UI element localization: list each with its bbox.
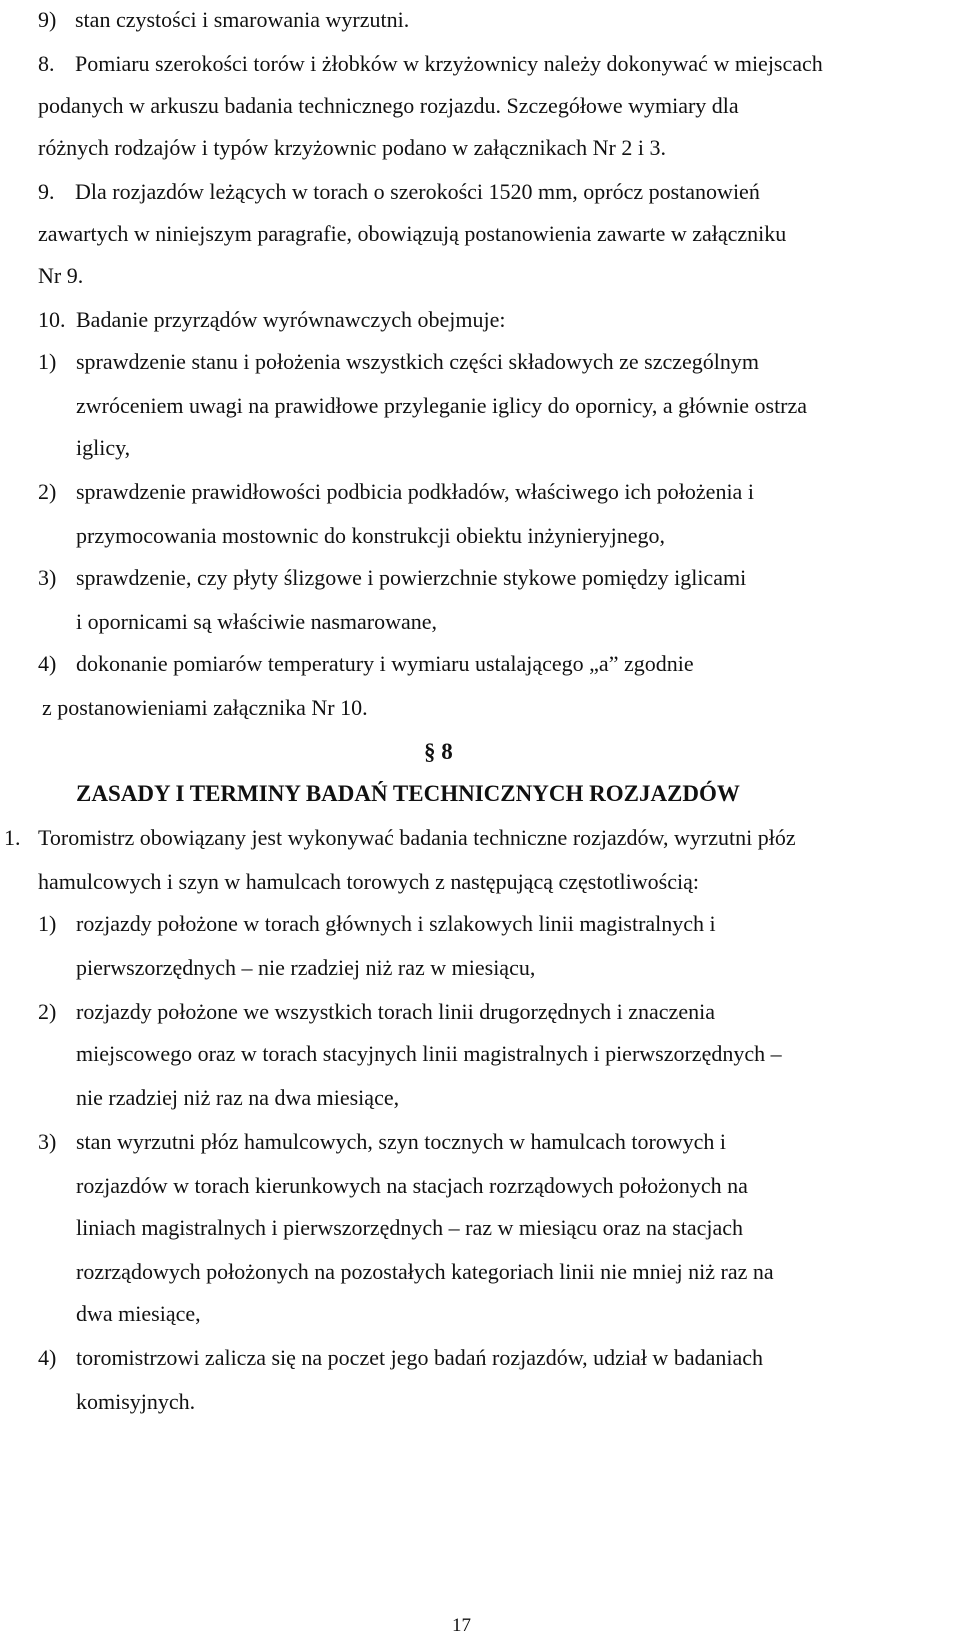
list-label: 1) [38,911,57,936]
text-line: stan czystości i smarowania wyrzutni. [75,7,410,32]
list-label: 1) [38,349,57,374]
text-line: sprawdzenie stanu i położenia wszystkich części składowych ze szczególnym [76,349,759,374]
text-line: nie rzadziej niż raz na dwa miesiące, [76,1085,400,1110]
item-number: 1. [4,825,21,850]
text-line: różnych rodzajów i typów krzyżownic podano w załącznikach Nr 2 i 3. [38,135,666,160]
text-line: Badanie przyrządów wyrównawczych obejmuje: [76,307,506,332]
text-line: z postanowieniami załącznika Nr 10. [42,695,368,720]
text-line: zawartych w niniejszym paragrafie, obowiązują postanowienia zawarte w załączniku [38,221,787,246]
list-label: 2) [38,999,57,1024]
list-label: 4) [38,1345,57,1370]
list-label: 4) [38,651,57,676]
text-line: liniach magistralnych i pierwszorzędnych – raz w miesiącu oraz na stacjach [76,1215,744,1240]
text-line: dokonanie pomiarów temperatury i wymiaru ustalającego „a” zgodnie [76,651,694,676]
text-line: stan wyrzutni płóz hamulcowych, szyn tocznych w hamulcach torowych i [76,1129,727,1154]
text-line: i opornicami są właściwie nasmarowane, [76,609,438,634]
text-line: rozrządowych położonych na pozostałych kategoriach linii nie mniej niż raz na [76,1259,774,1284]
list-label: 2) [38,479,57,504]
text-line: toromistrzowi zalicza się na poczet jego badań rozjazdów, udział w badaniach [76,1345,763,1370]
text-line: sprawdzenie prawidłowości podbicia podkładów, właściwego ich położenia i [76,479,754,504]
item-number: 8. [38,51,55,76]
text-line: Nr 9. [38,263,84,288]
text-line: Pomiaru szerokości torów i żłobków w krzyżownicy należy dokonywać w miejscach [75,51,823,76]
paragraph-sign: § 8 [424,739,453,764]
text-line: rozjazdy położone we wszystkich torach linii drugorzędnych i znaczenia [76,999,715,1024]
text-line: podanych w arkuszu badania technicznego rozjazdu. Szczegółowe wymiary dla [38,93,739,118]
list-label: 3) [38,565,57,590]
text-line: hamulcowych i szyn w hamulcach torowych z następującą częstotliwością: [38,869,699,894]
text-line: Dla rozjazdów leżących w torach o szerokości 1520 mm, oprócz postanowień [75,179,760,204]
text-line: pierwszorzędnych – nie rzadziej niż raz w miesiącu, [76,955,536,980]
section-heading: ZASADY I TERMINY BADAŃ TECHNICZNYCH ROZJAZDÓW [76,781,740,806]
text-line: przymocowania mostownic do konstrukcji obiektu inżynieryjnego, [76,523,665,548]
text-line: rozjazdów w torach kierunkowych na stacjach rozrządowych położonych na [76,1173,748,1198]
text-line: iglicy, [76,435,131,460]
item-number: 10. [38,307,66,332]
text-line: dwa miesiące, [76,1301,201,1326]
text-line: komisyjnych. [76,1389,196,1414]
item-number: 9. [38,179,55,204]
text-line: Toromistrz obowiązany jest wykonywać badania techniczne rozjazdów, wyrzutni płóz [38,825,796,850]
text-line: rozjazdy położone w torach głównych i szlakowych linii magistralnych i [76,911,716,936]
list-label: 3) [38,1129,57,1154]
list-label: 9) [38,7,57,32]
page-number: 17 [452,1615,471,1636]
text-line: miejscowego oraz w torach stacyjnych linii magistralnych i pierwszorzędnych – [76,1041,782,1066]
text-line: zwróceniem uwagi na prawidłowe przyleganie iglicy do opornicy, a głównie ostrza [76,393,808,418]
text-line: sprawdzenie, czy płyty ślizgowe i powierzchnie stykowe pomiędzy iglicami [76,565,747,590]
